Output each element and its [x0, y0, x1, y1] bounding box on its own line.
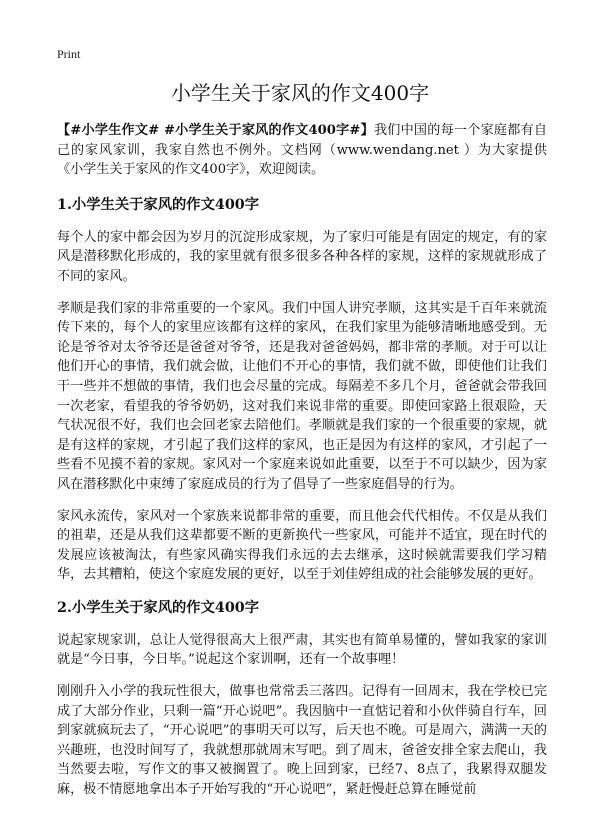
- section-2-paragraph: 刚刚升入小学的我玩性很大，做事也常常丢三落四。记得有一回周末，我在学校已完成了大部分作业，只剩一篇“开心说吧”。我因脑中一直惦记着和小伙伴骑自行车，回到家就疯玩去了，“开心说吧”的事明天可以写，后天也不晚。可是周六，满满一天的兴趣班，也没时间写了，我就想那就周末写吧。到了周末，爸爸安排全家去爬山，我当然要去啦，写作文的事又被搁置了。晚上回到家，已经7、8点了，我累得双腿发麻，极不情愿地拿出本子开始写我的“开心说吧”，紧赶慢赶总算在睡觉前: [57, 684, 547, 798]
- section-1-heading: 1.小学生关于家风的作文400字: [57, 196, 260, 213]
- section-2-heading: 2.小学生关于家风的作文400字: [57, 599, 260, 616]
- article-body: [57, 121, 547, 812]
- intro-tag: 【#小学生作文# #小学生关于家风的作文400字#】: [57, 123, 374, 138]
- intro-text: 我们中国的每一个家庭都有自己的家风家训，我家自然也不例外。文档网（www.wendang.net ）为大家提供《小学生关于家风的作文400字》，欢迎阅读。: [57, 123, 548, 178]
- intro-paragraph: [57, 121, 547, 180]
- section-2-paragraph: 说起家规家训，总让人觉得很高大上很严肃，其实也有简单易懂的，譬如我家的家训就是“今日事，今日毕。”说起这个家训啊，还有一个故事哩！: [57, 632, 547, 668]
- section-1-paragraph: 孝顺是我们家的非常重要的一个家风。我们中国人讲究孝顺，这其实是千百年来就流传下来的，每个人的家里应该都有这样的家风，在我们家里为能够清晰地感受到。无论是爷爷对太爷爷还是爸爸对爷爷，还是我对爸爸妈妈，都非常的孝顺。对于可以让他们开心的事情，我们就会做，让他们不开心的事情，我们就不做，即使他们让我们干一些并不想做的事情，我们也会尽量的完成。每隔差不多几个月，爸爸就会带我回一次老家，看望我的爷爷奶奶，这对我们来说非常的重要。即使回家路上很艰险，天气状况很不好，我们也会回老家去陪他们。孝顺就是我们家的一个很重要的家规，就是有这样的家规，才引起了我们这样的家风，也正是因为有这样的家风，才引起了一些看不见摸不着的家规。家风对一个家庭来说如此重要，以至于不可以缺少，因为家风在潜移默化中束缚了家庭成员的行为了倡导了一些家庭倡导的行为。: [57, 300, 547, 492]
- page-title: 小学生关于家风的作文400字: [170, 81, 430, 105]
- print-link[interactable]: Print: [57, 47, 81, 61]
- section-1-paragraph: 家风永流传，家风对一个家族来说都非常的重要，而且他会代代相传。不仅是从我们的祖辈，还是从我们这辈都要不断的更新换代一些家风，可能并不适宜，现在时代的发展应该被淘汰，有些家风确实得我们永远的去去继承，这时候就需要我们学习精华，去其糟粕，使这个家庭发展的更好，以至于刘佳婷组成的社会能够发展的更好。: [57, 508, 547, 583]
- section-1-paragraph: 每个人的家中都会因为岁月的沉淀形成家规，为了家归可能是有固定的规定，有的家风是潜移默化形成的，我的家里就有很多很多各种各样的家规，这样的家规就形成了不同的家风。: [57, 229, 547, 284]
